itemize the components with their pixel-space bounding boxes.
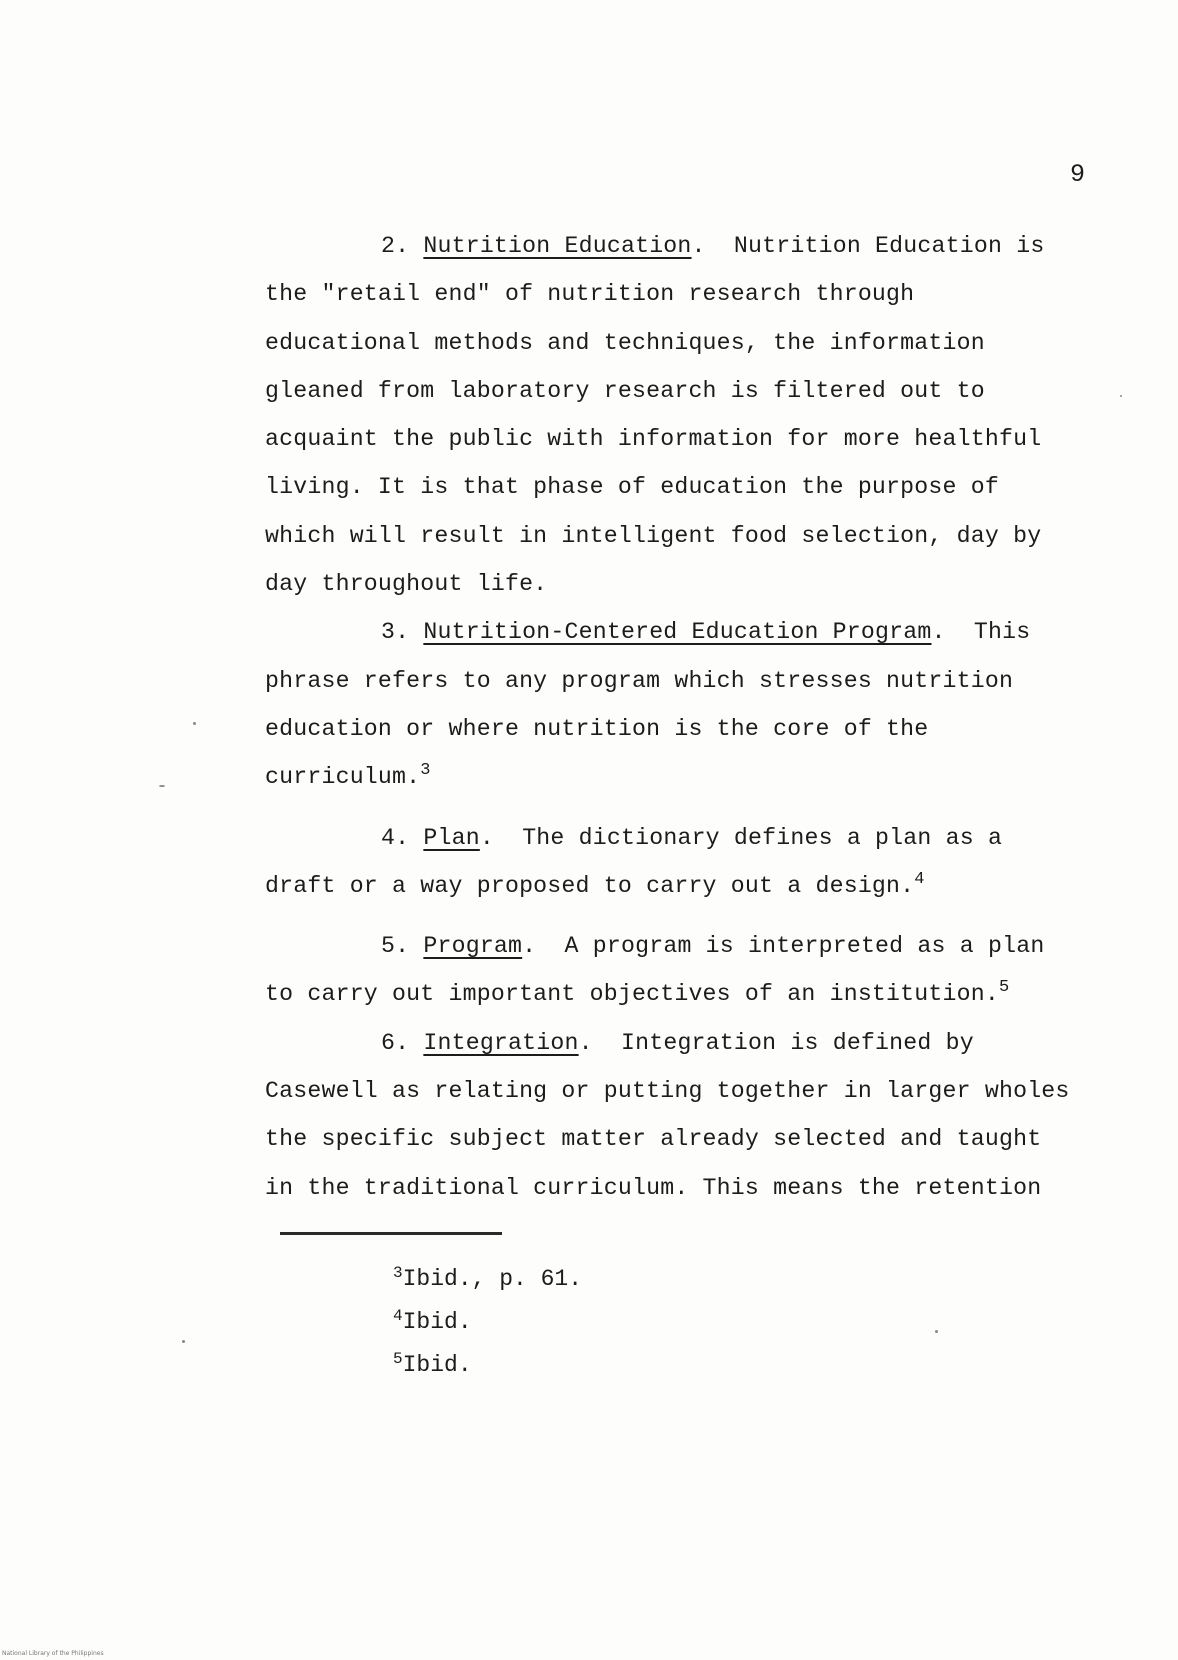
item-number: 3.: [381, 619, 410, 646]
scan-footer: National Library of the Philippines: [2, 1650, 104, 1657]
text-line: draft or a way proposed to carry out a design.: [265, 872, 915, 899]
text-line: in the traditional curriculum. This means the retention: [265, 1174, 1042, 1201]
text-line: A program is interpreted as a plan: [564, 933, 1045, 960]
text-line: education or where nutrition is the core of the: [265, 715, 929, 742]
text-line: Nutrition Education is: [733, 233, 1045, 259]
footnote: [393, 1301, 582, 1344]
text-line: gleaned from laboratory research is filtered out to: [265, 377, 985, 404]
scan-speck: [193, 722, 196, 725]
footnote: [393, 1258, 582, 1301]
text-line: acquaint the public with information for more healthful: [265, 426, 1042, 453]
text-line: day throughout life.: [265, 571, 548, 598]
item-number: 5.: [381, 933, 410, 960]
footnote: [393, 1344, 582, 1387]
page-number: 9: [1070, 160, 1086, 189]
term-period: .: [931, 619, 946, 646]
text-line-with-ref: [265, 862, 1125, 910]
text-line: The dictionary defines a plan as a: [522, 824, 1003, 851]
text-line: Integration is defined by: [620, 1029, 974, 1056]
text-line: educational methods and techniques, the information: [265, 329, 985, 356]
scan-speck: [1120, 395, 1122, 397]
paragraph-integration: [265, 1019, 1125, 1067]
term-heading: Nutrition Education: [423, 233, 692, 259]
body-text: [265, 222, 1125, 1212]
term-heading: Nutrition-Centered Education Program: [423, 619, 932, 646]
text-line: Casewell as relating or putting together in larger wholes: [265, 1078, 1070, 1105]
scan-speck: [159, 785, 165, 787]
paragraph-nutrition-education: [265, 222, 1125, 270]
item-number: 6.: [381, 1029, 410, 1056]
footnote-text: Ibid.: [402, 1352, 472, 1378]
scan-speck: [182, 1340, 185, 1343]
term-heading: Program: [423, 933, 523, 960]
footnote-ref: 3: [420, 761, 431, 781]
term-period: .: [691, 233, 706, 259]
term-heading: Plan: [423, 824, 480, 851]
text-line: This: [973, 619, 1031, 646]
text-line: the specific subject matter already selected and taught: [265, 1126, 1042, 1153]
term-period: .: [522, 933, 537, 960]
text-line: which will result in intelligent food selection, day by: [265, 522, 1042, 549]
footnotes: [393, 1258, 582, 1387]
footnote-mark: 3: [393, 1264, 403, 1282]
text-line: phrase refers to any program which stresses nutrition: [265, 667, 1014, 694]
footnote-divider: [280, 1232, 502, 1235]
text-line-with-ref: [265, 753, 1125, 801]
paragraph-plan: [265, 814, 1125, 862]
footnote-text: Ibid., p. 61.: [402, 1266, 583, 1292]
term-period: .: [479, 824, 494, 851]
footnote-text: Ibid.: [402, 1309, 472, 1335]
footnote-ref: 5: [998, 978, 1010, 998]
item-number: 4.: [381, 824, 410, 851]
footnote-ref: 4: [914, 869, 925, 889]
term-heading: Integration: [423, 1029, 579, 1056]
text-line: to carry out important objectives of an institution.: [265, 981, 999, 1008]
scan-speck: [935, 1330, 938, 1333]
text-line-with-ref: [265, 970, 1125, 1018]
text-line: the "retail end" of nutrition research through: [265, 281, 915, 308]
item-number: 2.: [381, 233, 410, 259]
footnote-mark: 5: [393, 1350, 403, 1368]
term-period: .: [578, 1029, 593, 1056]
footnote-mark: 4: [393, 1307, 403, 1325]
paragraph-program: [265, 922, 1125, 970]
text-line: curriculum.: [265, 764, 421, 791]
paragraph-nutrition-centered-program: [265, 608, 1125, 656]
text-line: living. It is that phase of education the purpose of: [265, 474, 999, 501]
